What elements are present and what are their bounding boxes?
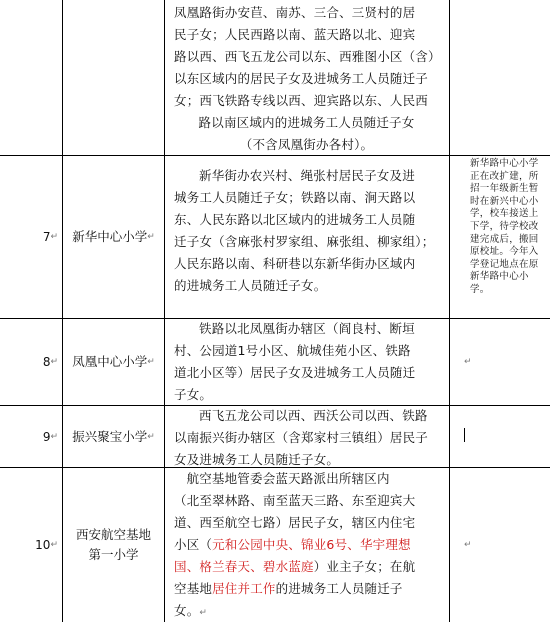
text-cursor — [464, 428, 465, 442]
remarks-empty: ↵ — [464, 357, 472, 367]
enrollment-area — [164, 165, 449, 315]
area-line: 人民东路以南、科研巷以东新华街办区域内 — [174, 256, 416, 271]
table-row-number: 7 ↵ — [42, 230, 58, 244]
highlighted-condition: 居住并工作 — [212, 581, 276, 596]
area-line: 空基地居住并工作的进城务工人员随迁子 — [174, 581, 403, 596]
area-line: 道、西至航空七路）居民子女，辖区内住宅 — [174, 515, 416, 530]
area-line: 女；西飞铁路专线以西、迎宾路以东、人民西 — [174, 93, 429, 108]
school-name: 新华中心小学 ↵ — [72, 229, 155, 244]
area-line: 路以西、西飞五龙公司以东、西雅图小区（含） — [174, 49, 441, 64]
area-line: 铁路以北凤凰街办辖区（阎良村、断垣 — [199, 321, 415, 336]
area-line: 城务工人员随迁子女；铁路以南、涧天路以 — [174, 190, 416, 205]
table-row-number: 8 ↵ — [42, 355, 58, 369]
area-line: 东、人民东路以北区域内的进城务工人员随 — [174, 212, 416, 227]
enrollment-area — [164, 468, 449, 622]
area-line: 以南振兴街办辖区（含郑家村三镇组）居民子 — [174, 430, 429, 445]
area-line: 女及进城务工人员随迁子女。 — [174, 452, 340, 467]
area-line: 道北小区等）居民子女及进城务工人员随迁 — [174, 365, 416, 380]
area-line: 小区（元和公园中央、锦业6号、华宇理想 — [174, 537, 411, 552]
school-name: 西安航空基地 第一小学 — [75, 527, 151, 562]
area-line: 女。↵ — [174, 603, 208, 618]
highlighted-residences: 元和公园中央、锦业6号、华宇理想 — [212, 537, 411, 552]
area-line: 迁子女（含麻张村罗家组、麻张组、柳家组）； — [174, 234, 435, 249]
enrollment-area — [164, 318, 449, 404]
table-row-number: 9 ↵ — [42, 429, 58, 444]
area-line: 西飞五龙公司以西、西沃公司以西、铁路 — [199, 408, 428, 423]
area-line: 以东区域内的居民子女及进城务工人员随迁子 — [174, 71, 429, 86]
area-line: 子女。 — [174, 387, 213, 402]
school-name: 凤凰中心小学 ↵ — [72, 354, 155, 369]
area-line: 的进城务工人员随迁子女。 — [174, 278, 327, 293]
remarks-note: 新华路中心小学 正在改扩建，所 招一年级新生暂 时在新兴中心小 学，校车接送上 下学，待学校改 建完成后，搬回 原校址。今年入 学登记地点在原 新华路中心小 学。 — [470, 158, 539, 295]
enrollment-area — [164, 405, 449, 467]
school-name: 振兴聚宝小学 ↵ — [72, 428, 155, 444]
area-line: 民子女；人民西路以南、蓝天路以北、迎宾 — [174, 27, 416, 42]
continued-row-area — [164, 2, 449, 154]
area-line: （不含凤凰街办各村）。 — [239, 137, 374, 152]
area-line: 航空基地管委会蓝天路派出所辖区内 — [186, 471, 390, 486]
area-line: 凤凰路街办安苣、南苏、三合、三贤村的居 — [174, 5, 416, 20]
remarks-empty: ↵ — [464, 540, 472, 550]
area-line: （北至翠林路、南至蓝天三路、东至迎宾大 — [174, 493, 416, 508]
table-row-number: 10 ↵ — [35, 538, 58, 552]
area-line: 路以南区域内的进城务工人员随迁子女 — [198, 115, 415, 130]
area-line: 国、格兰春天、碧水蓝庭）业主子女；在航 — [174, 559, 416, 574]
highlighted-residences: 国、格兰春天、碧水蓝庭 — [174, 559, 314, 574]
area-line: 新华街办农兴村、绳张村居民子女及进 — [199, 168, 415, 183]
area-line: 村、公园道1号小区、航城佳苑小区、铁路 — [174, 343, 411, 358]
